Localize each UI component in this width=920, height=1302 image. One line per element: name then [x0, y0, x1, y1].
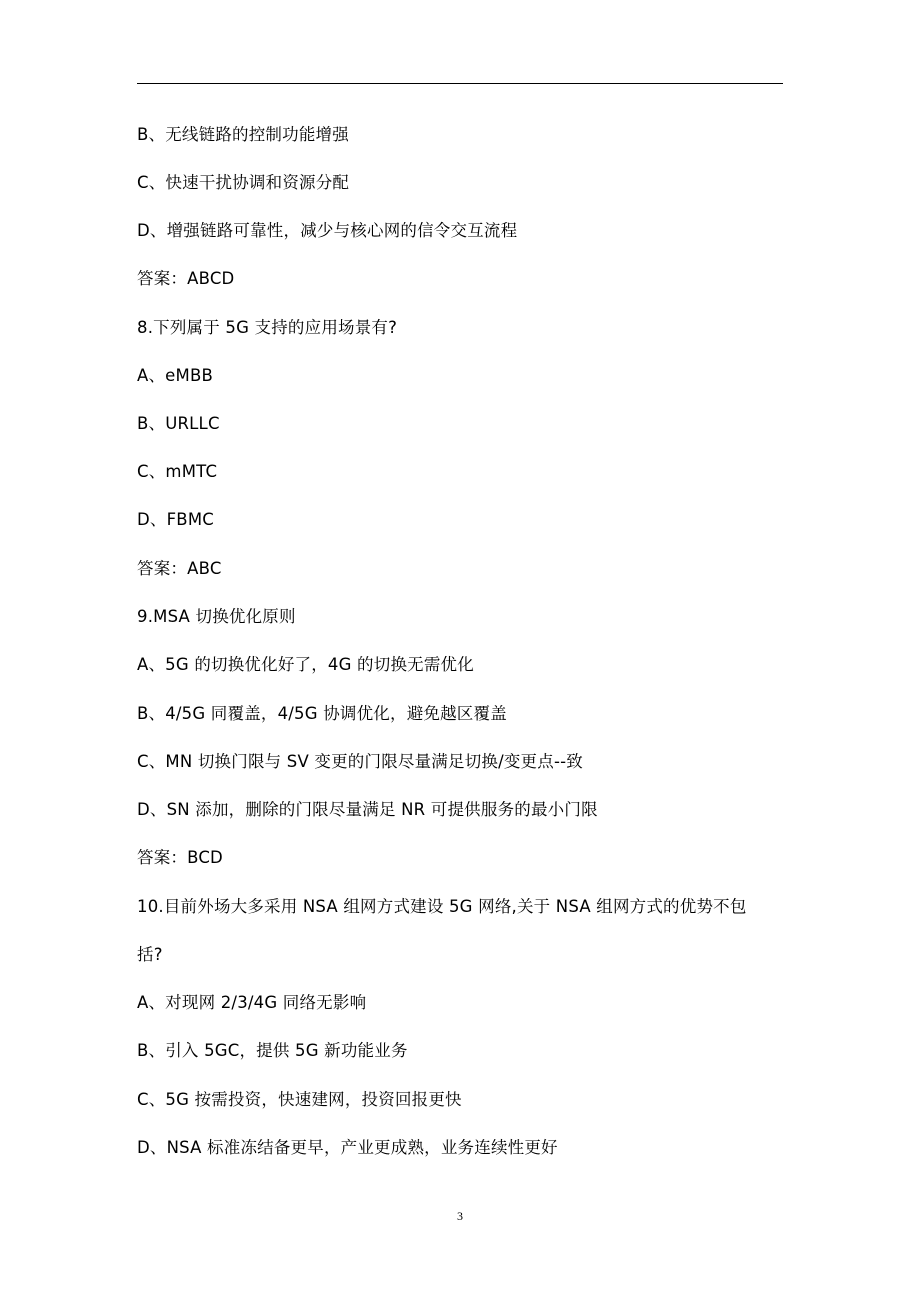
option-a-q8: A、eMBB: [137, 366, 214, 385]
option-b-q10: B、引入 5GC，提供 5G 新功能业务: [137, 1041, 408, 1060]
question-8: 8.下列属于 5G 支持的应用场景有?: [137, 318, 398, 337]
question-10-line-1: 10.目前外场大多采用 NSA 组网方式建设 5G 网络,关于 NSA 组网方式的优势不包: [137, 897, 747, 916]
option-b-q7: B、无线链路的控制功能增强: [137, 125, 349, 144]
option-c-q9: C、MN 切换门限与 SV 变更的门限尽量满足切换/变更点--致: [137, 752, 583, 771]
option-a-q9: A、5G 的切换优化好了，4G 的切换无需优化: [137, 655, 474, 674]
option-a-q10: A、对现网 2/3/4G 同络无影响: [137, 993, 367, 1012]
question-9: 9.MSA 切换优化原则: [137, 607, 296, 626]
option-d-q9: D、SN 添加，删除的门限尽量满足 NR 可提供服务的最小门限: [137, 800, 598, 819]
option-b-q8: B、URLLC: [137, 414, 220, 433]
option-c-q10: C、5G 按需投资，快速建网，投资回报更快: [137, 1090, 462, 1109]
option-d-q8: D、FBMC: [137, 510, 214, 529]
option-c-q8: C、mMTC: [137, 462, 218, 481]
option-d-q7: D、增强链路可靠性，减少与核心网的信令交互流程: [137, 221, 518, 240]
page-number: 3: [457, 1209, 463, 1223]
answer-q7: 答案：ABCD: [137, 269, 235, 288]
option-b-q9: B、4/5G 同覆盖，4/5G 协调优化，避免越区覆盖: [137, 704, 507, 723]
answer-q9: 答案：BCD: [137, 848, 223, 867]
option-c-q7: C、快速干扰协调和资源分配: [137, 173, 350, 192]
answer-q8: 答案：ABC: [137, 559, 222, 578]
question-10-line-2: 括?: [137, 945, 163, 964]
header-rule: [137, 83, 783, 84]
option-d-q10: D、NSA 标准冻结备更早，产业更成熟，业务连续性更好: [137, 1138, 558, 1157]
